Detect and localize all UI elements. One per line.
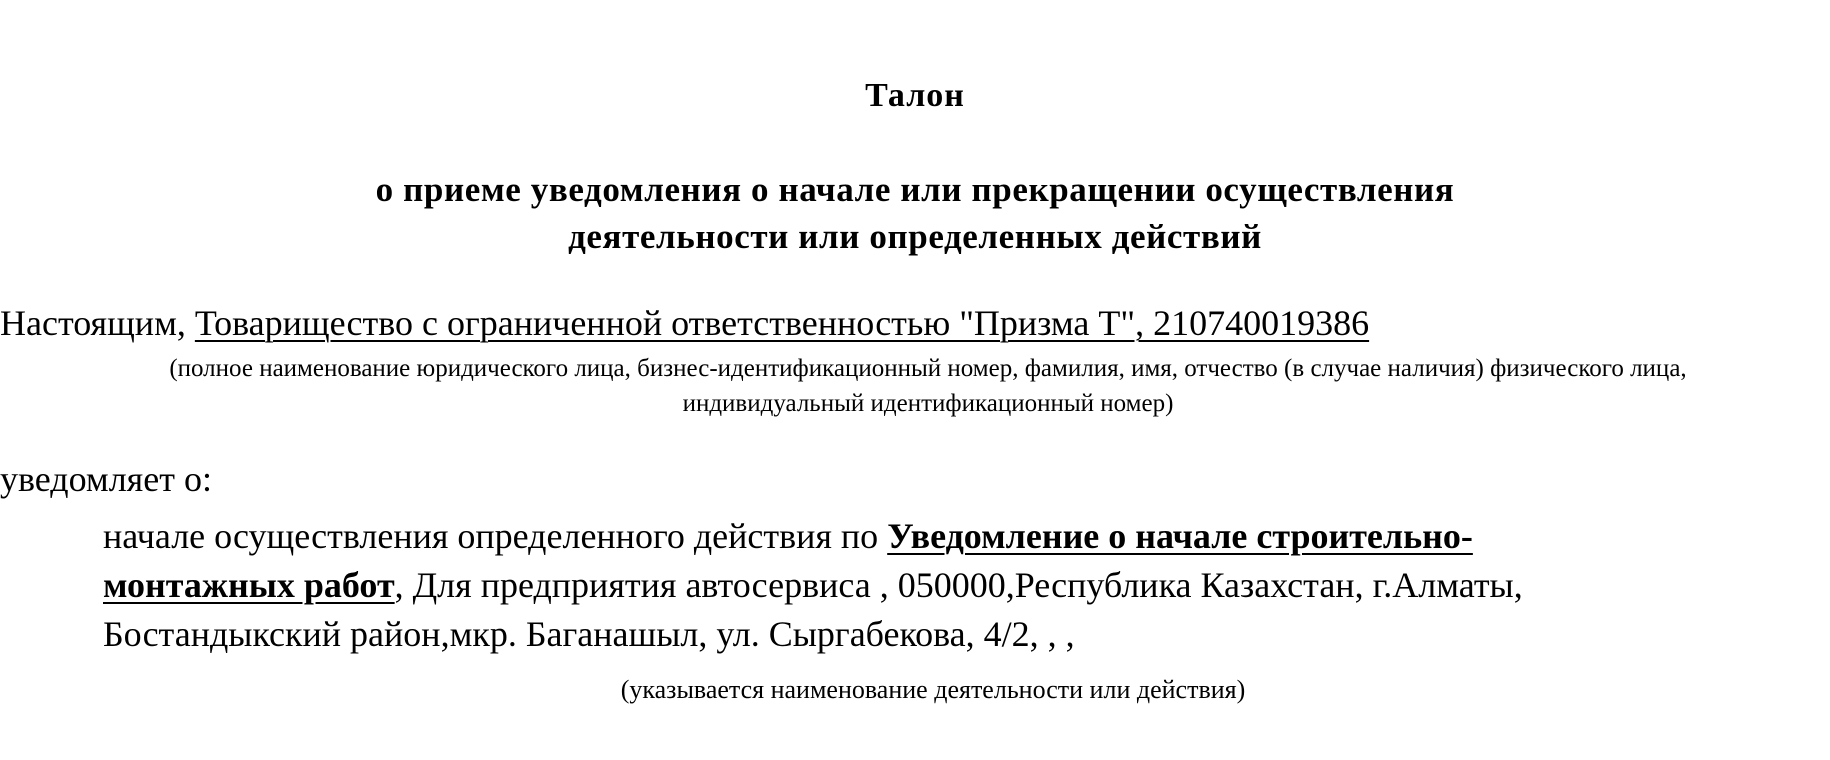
subject-value: Товарищество с ограниченной ответственностью "Призма Т", 210740019386 [194, 303, 1370, 343]
action-name-part-1: Уведомление о начале строительно- [887, 516, 1473, 556]
action-name-part-2: монтажных работ [103, 565, 395, 605]
subject-line [0, 300, 1369, 346]
subject-prefix: Настоящим, [0, 303, 186, 343]
subject-hint-line-2: индивидуальный идентификационный номер) [682, 390, 1174, 417]
subject-hint [26, 351, 1830, 421]
action-line-1 [103, 512, 1743, 561]
action-description [103, 512, 1743, 659]
action-prefix: начале осуществления определенного действия по [103, 516, 879, 556]
action-line-2 [103, 561, 1743, 610]
notifies-label: уведомляет о: [0, 459, 212, 499]
action-details-line-3: Бостандыкский район,мкр. Баганашыл, ул. Сыргабекова, 4/2, , , [103, 614, 1075, 654]
subject-hint-line-1: (полное наименование юридического лица, бизнес-идентификационный номер, фамилия, имя, отчество (в случае наличия) физического лица, [169, 355, 1687, 382]
subtitle-line-1: о приеме уведомления о начале или прекращении осуществления [375, 170, 1455, 209]
document-title: Талон [865, 77, 965, 114]
document-subtitle [0, 166, 1830, 260]
subtitle-line-2: деятельности или определенных действий [568, 217, 1262, 256]
action-details-line-2: , Для предприятия автосервиса , 050000,Республика Казахстан, г.Алматы, [394, 565, 1523, 605]
action-hint: (указывается наименование деятельности или действия) [620, 675, 1246, 704]
